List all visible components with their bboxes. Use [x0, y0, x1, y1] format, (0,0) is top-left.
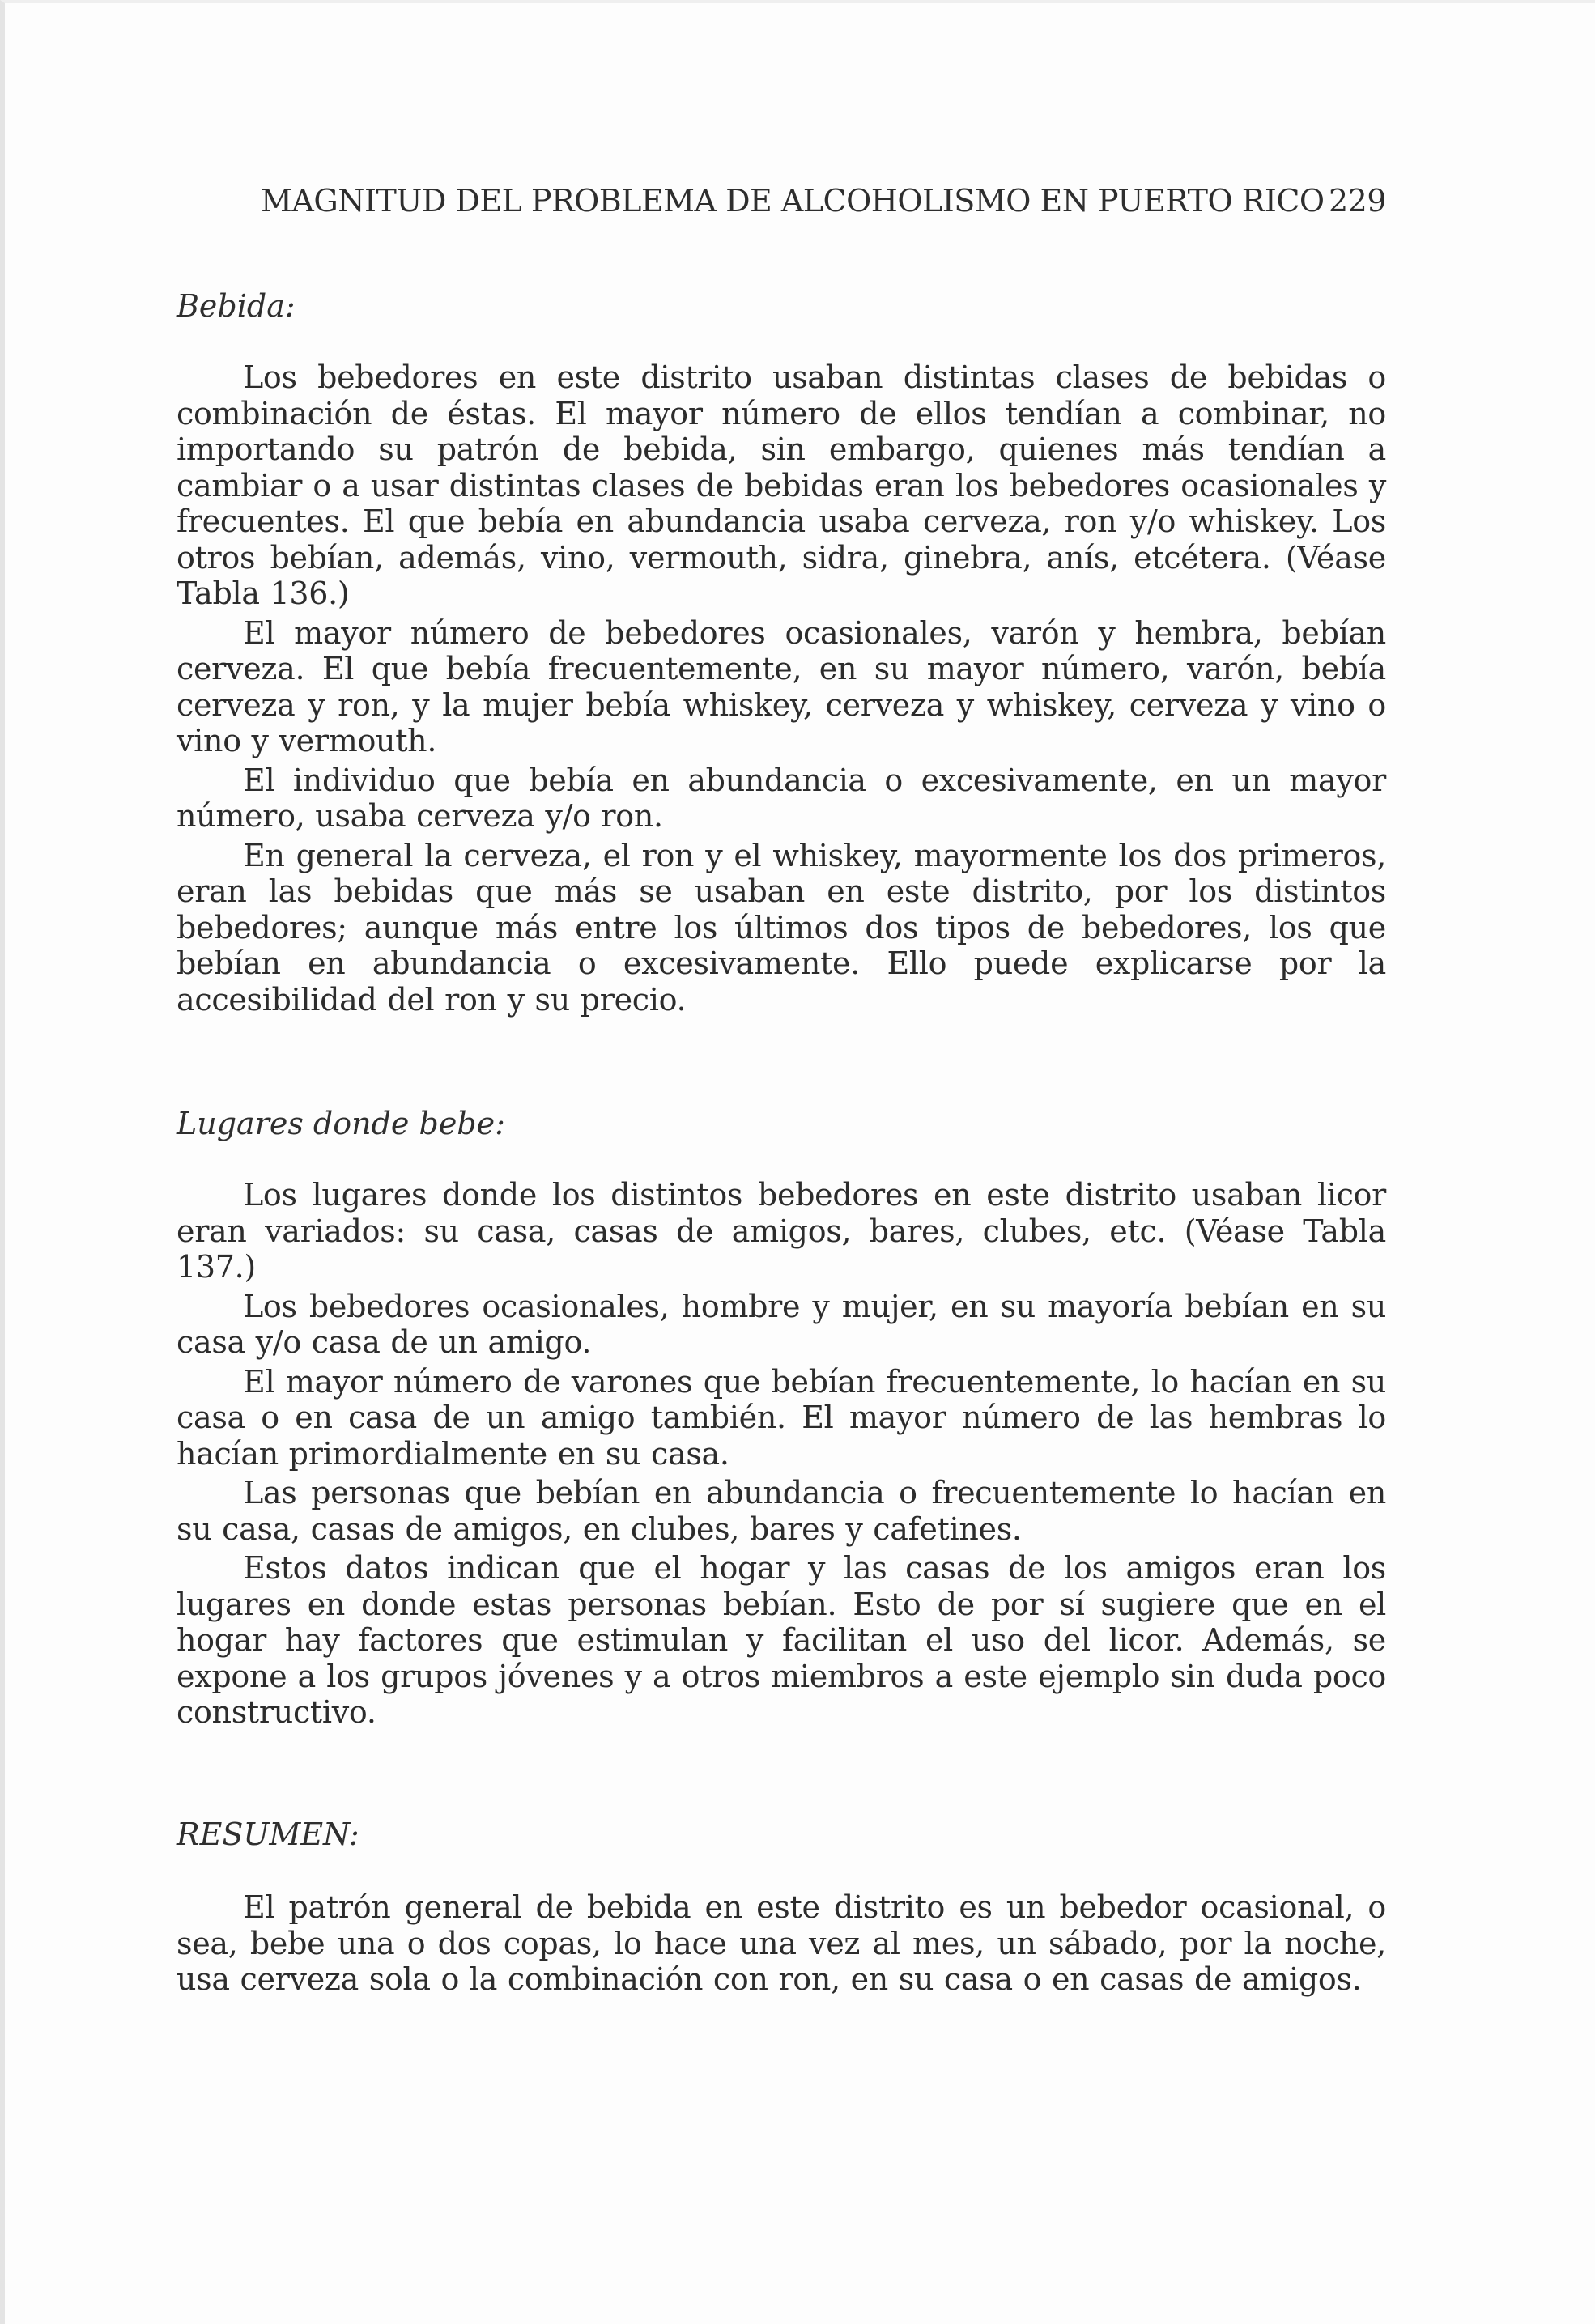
paragraph: Estos datos indican que el hogar y las casas de los amigos eran los lugares en donde estas personas bebían. Esto de por sí sugiere que en el hogar hay factores que estimulan y facilitan el uso del licor. Además, se expone a los grupos jóvenes y a otros miembros a este ejemplo sin duda poco constructivo. [177, 1550, 1386, 1730]
section-body-lugares [177, 1177, 1386, 1734]
section-body-resumen [177, 1889, 1386, 2001]
section-body-bebida [177, 359, 1386, 1021]
paragraph: En general la cerveza, el ron y el whiskey, mayormente los dos primeros, eran las bebidas que más se usaban en este distrito, por los distintos bebedores; aunque más entre los últimos dos tipos de bebedores, los que bebían en abundancia o excesivamente. Ello puede explicarse por la accesibilidad del ron y su precio. [177, 837, 1386, 1018]
paragraph: El patrón general de bebida en este distrito es un bebedor ocasional, o sea, bebe una o dos copas, lo hace una vez al mes, un sábado, por la noche, usa cerveza sola o la combinación con ron, en su casa o en casas de amigos. [177, 1889, 1386, 1997]
paragraph: Los lugares donde los distintos bebedores en este distrito usaban licor eran variados: su casa, casas de amigos, bares, clubes, etc. (Véase Tabla 137.) [177, 1177, 1386, 1285]
paragraph: El mayor número de varones que bebían frecuentemente, lo hacían en su casa o en casa de un amigo también. El mayor número de las hembras lo hacían primordialmente en su casa. [177, 1363, 1386, 1472]
paragraph: Las personas que bebían en abundancia o frecuentemente lo hacían en su casa, casas de amigos, en clubes, bares y cafetines. [177, 1475, 1386, 1547]
paragraph: Los bebedores ocasionales, hombre y mujer, en su mayoría bebían en su casa y/o casa de un amigo. [177, 1288, 1386, 1360]
paragraph: Los bebedores en este distrito usaban distintas clases de bebidas o combinación de éstas. El mayor número de ellos tendían a combinar, no importando su patrón de bebida, sin embargo, quienes más tendían a cambiar o a usar distintas clases de bebidas eran los bebedores ocasionales y frecuentes. El que bebía en abundancia usaba cerveza, ron y/o whiskey. Los otros bebían, además, vino, vermouth, sidra, ginebra, anís, etcétera. (Véase Tabla 136.) [177, 359, 1386, 611]
paragraph: El mayor número de bebedores ocasionales, varón y hembra, bebían cerveza. El que bebía frecuentemente, en su mayor número, varón, bebía cerveza y ron, y la mujer bebía whiskey, cerveza y whiskey, cerveza y vino o vino y vermouth. [177, 614, 1386, 758]
running-title: MAGNITUD DEL PROBLEMA DE ALCOHOLISMO EN PUERTO RICO [261, 183, 1325, 219]
section-heading-resumen: RESUMEN: [177, 1816, 359, 1852]
section-heading-lugares: Lugares donde bebe: [177, 1106, 505, 1141]
page-number: 229 [1328, 183, 1386, 219]
section-heading-bebida: Bebida: [177, 288, 296, 324]
paragraph: El individuo que bebía en abundancia o excesivamente, en un mayor número, usaba cerveza y/o ron. [177, 762, 1386, 834]
